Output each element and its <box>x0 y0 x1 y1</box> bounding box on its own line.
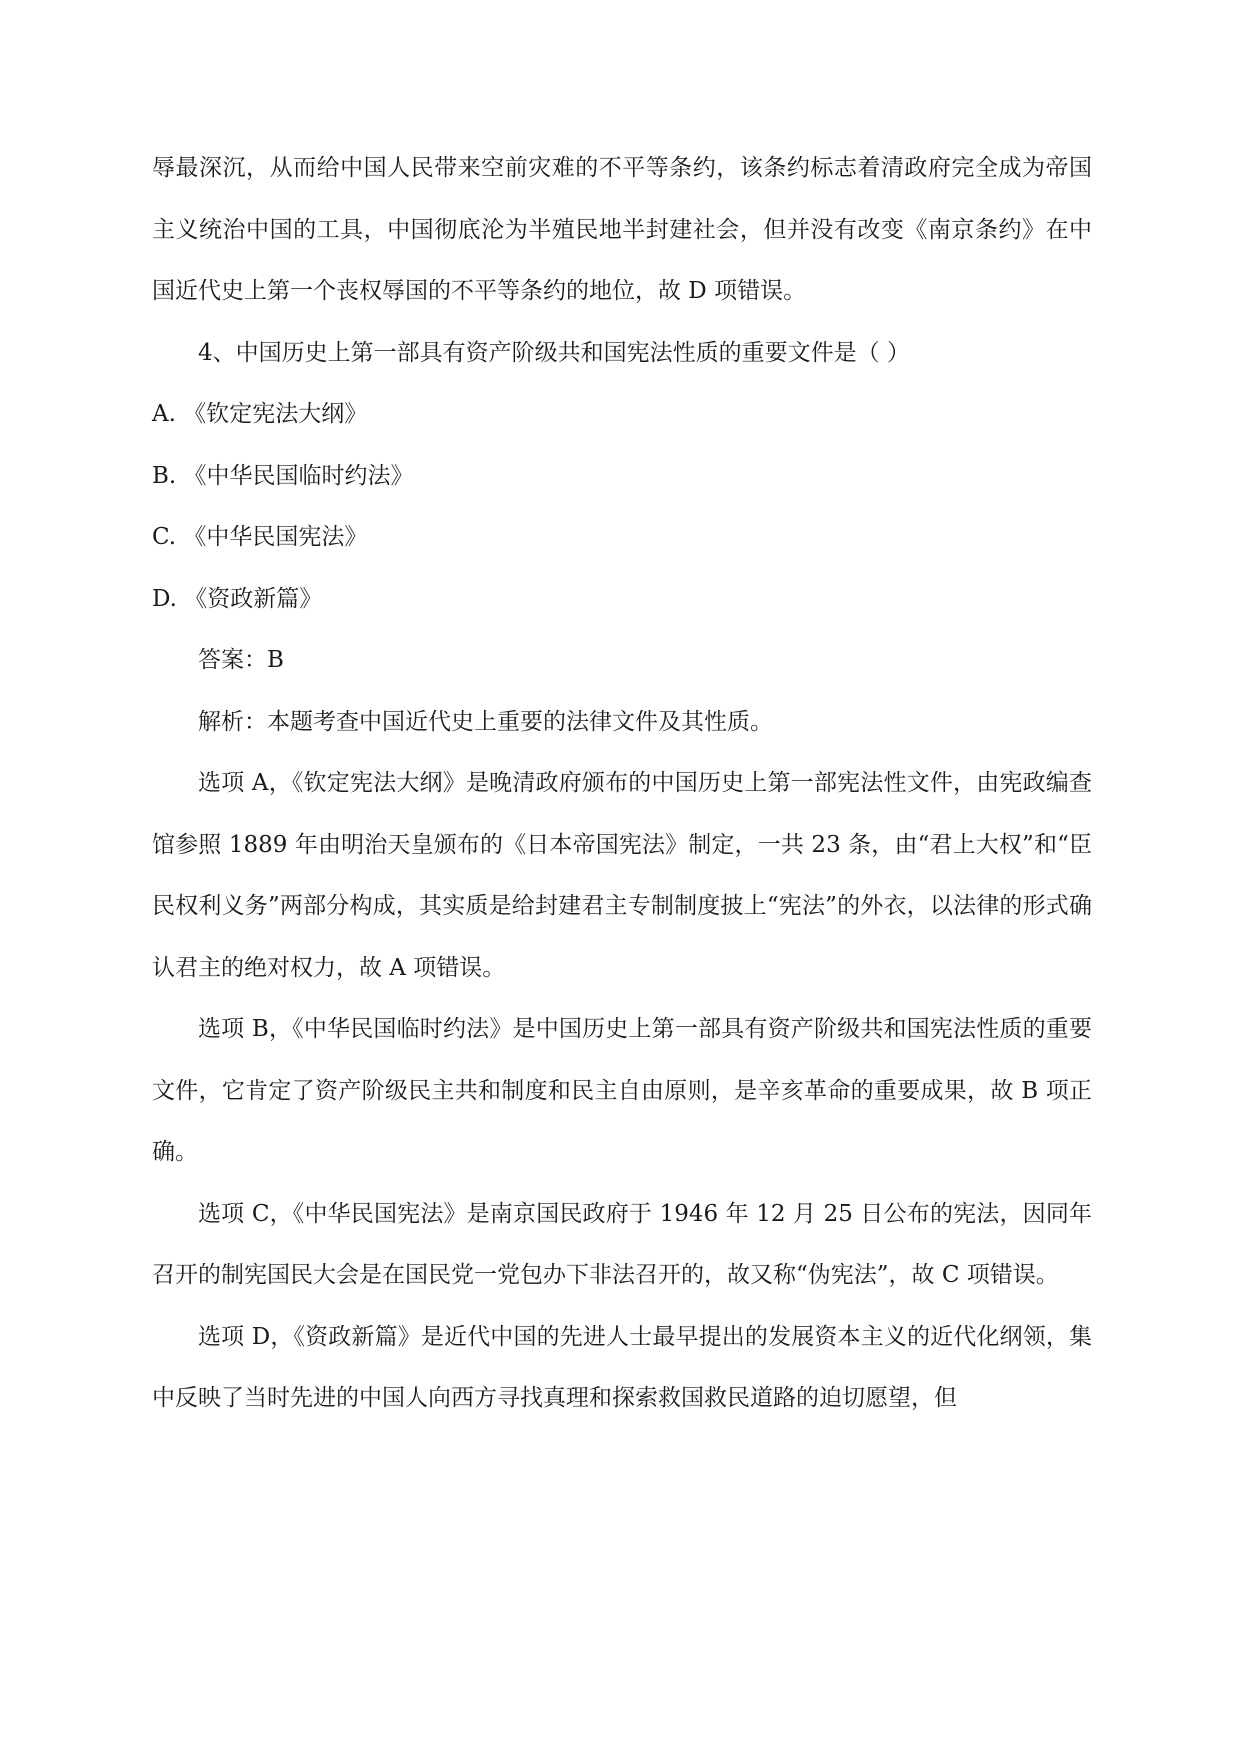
continued-paragraph: 辱最深沉，从而给中国人民带来空前灾难的不平等条约，该条约标志着清政府完全成为帝国主义统治中国的工具，中国彻底沦为半殖民地半封建社会，但并没有改变《南京条约》在中国近代史上第一个丧权辱国的不平等条约的地位，故 D 项错误。 <box>152 155 1092 304</box>
explanation-option-c: 选项 C，《中华民国宪法》是南京国民政府于 1946 年 12 月 25 日公布的宪法，因同年召开的制宪国民大会是在国民党一党包办下非法召开的，故又称“伪宪法”，故 C 项错误。 <box>152 1200 1092 1288</box>
analysis-line: 解析：本题考查中国近代史上重要的法律文件及其性质。 <box>198 708 773 735</box>
document-body <box>152 138 1092 1430</box>
explanation-option-b: 选项 B，《中华民国临时约法》是中国历史上第一部具有资产阶级共和国宪法性质的重要文件，它肯定了资产阶级民主共和制度和民主自由原则，是辛亥革命的重要成果，故 B 项正确。 <box>152 1016 1092 1165</box>
explanation-option-d: 选项 D，《资政新篇》是近代中国的先进人士最早提出的发展资本主义的近代化纲领，集中反映了当时先进的中国人向西方寻找真理和探索救国救民道路的迫切愿望，但 <box>152 1323 1092 1411</box>
option-c: C. 《中华民国宪法》 <box>152 524 368 550</box>
option-d: D. 《资政新篇》 <box>152 585 323 612</box>
answer-line: 答案：B <box>198 647 284 673</box>
question-stem: 4、中国历史上第一部具有资产阶级共和国宪法性质的重要文件是（ ） <box>198 339 910 366</box>
option-a: A. 《钦定宪法大纲》 <box>152 401 368 427</box>
explanation-option-a: 选项 A，《钦定宪法大纲》是晚清政府颁布的中国历史上第一部宪法性文件，由宪政编查馆参照 1889 年由明治天皇颁布的《日本帝国宪法》制定，一共 23 条，由“君上大权”和“臣民权利义务”两部分构成，其实质是给封建君主专制制度披上“宪法”的外衣，以法律的形式确认君主的绝对权力，故 A 项错误。 <box>152 770 1092 981</box>
option-b: B. 《中华民国临时约法》 <box>152 462 414 489</box>
